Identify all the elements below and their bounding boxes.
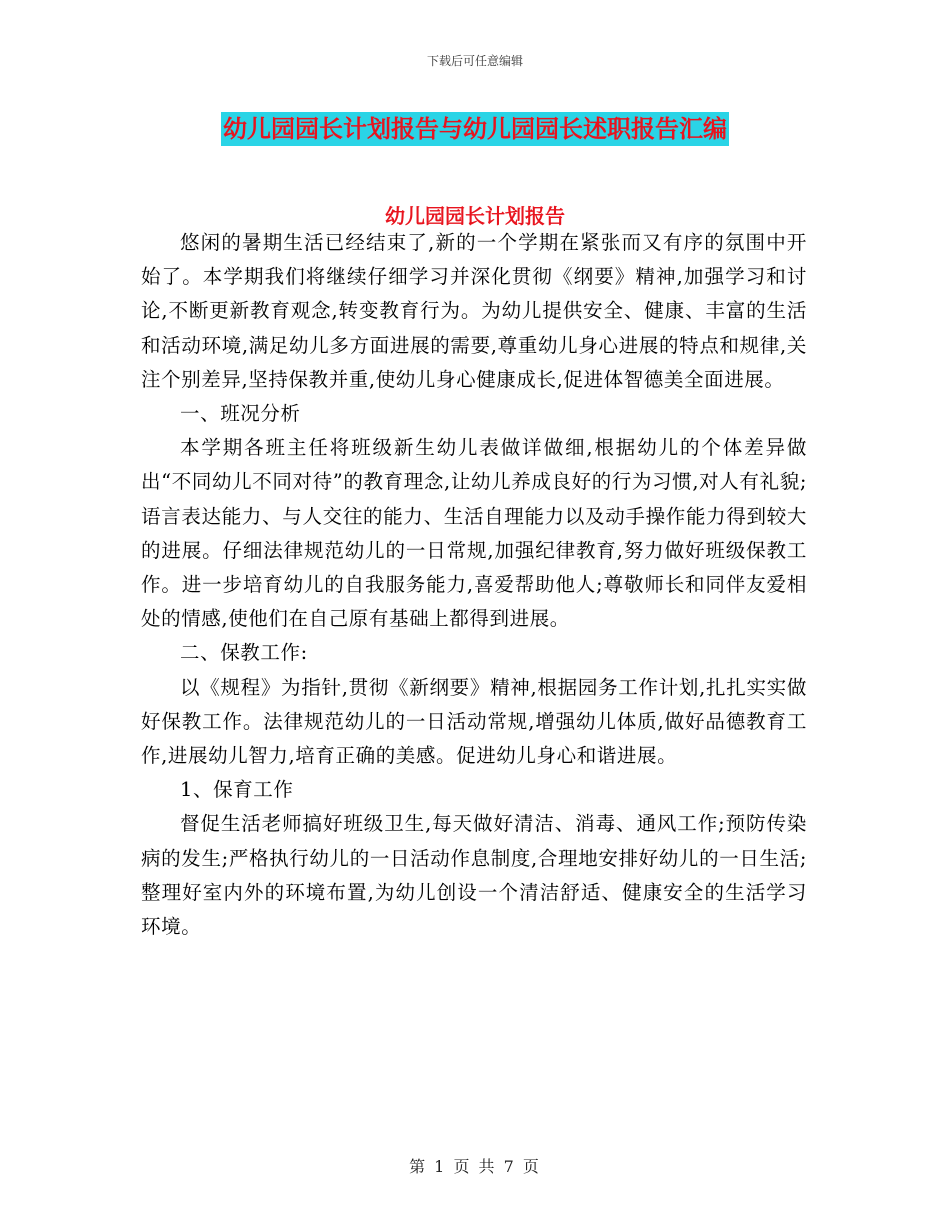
main-title: 幼儿园园长计划报告与幼儿园园长述职报告汇编 xyxy=(221,112,729,146)
header-note: 下载后可任意编辑 xyxy=(426,54,523,68)
page-number: 第 1 页 共 7 页 xyxy=(409,1157,541,1176)
paragraph-class-analysis: 本学期各班主任将班级新生幼儿表做详做细,根据幼儿的个体差异做出“不同幼儿不同对待”的教育理念,让幼儿养成良好的行为习惯,对人有礼貌;语言表达能力、与人交往的能力、生活自理能力以及动手操作能力得到较大的进展。仔细法律规范幼儿的一日常规,加强纪律教育,努力做好班级保教工作。进一步培育幼儿的自我服务能力,喜爱帮助他人;尊敬师长和同伴友爱相处的情感,使他们在自己原有基础上都得到进展。 xyxy=(141,436,807,631)
section-title: 幼儿园园长计划报告 xyxy=(385,204,565,228)
document-body xyxy=(141,226,807,944)
heading-childcare: 1、保育工作 xyxy=(180,778,294,802)
paragraph-intro: 悠闲的暑期生活已经结束了,新的一个学期在紧张而又有序的氛围中开始了。本学期我们将继续仔细学习并深化贯彻《纲要》精神,加强学习和讨论,不断更新教育观念,转变教育行为。为幼儿提供安全、健康、丰富的生活和活动环境,满足幼儿多方面进展的需要,尊重幼儿身心进展的特点和规律,关注个别差异,坚持保教并重,使幼儿身心健康成长,促进体智德美全面进展。 xyxy=(141,231,807,391)
heading-class-analysis: 一、班况分析 xyxy=(180,402,301,426)
paragraph-care-education: 以《规程》为指针,贯彻《新纲要》精神,根据园务工作计划,扎扎实实做好保教工作。法律规范幼儿的一日活动常规,增强幼儿体质,做好品德教育工作,进展幼儿智力,培育正确的美感。促进幼儿身心和谐进展。 xyxy=(141,675,807,768)
paragraph-childcare: 督促生活老师搞好班级卫生,每天做好清洁、消毒、通风工作;预防传染病的发生;严格执行幼儿的一日活动作息制度,合理地安排好幼儿的一日生活;整理好室内外的环境布置,为幼儿创设一个清洁舒适、健康安全的生活学习环境。 xyxy=(141,812,807,939)
heading-care-education: 二、保教工作: xyxy=(180,641,308,665)
main-title-container xyxy=(0,112,950,146)
